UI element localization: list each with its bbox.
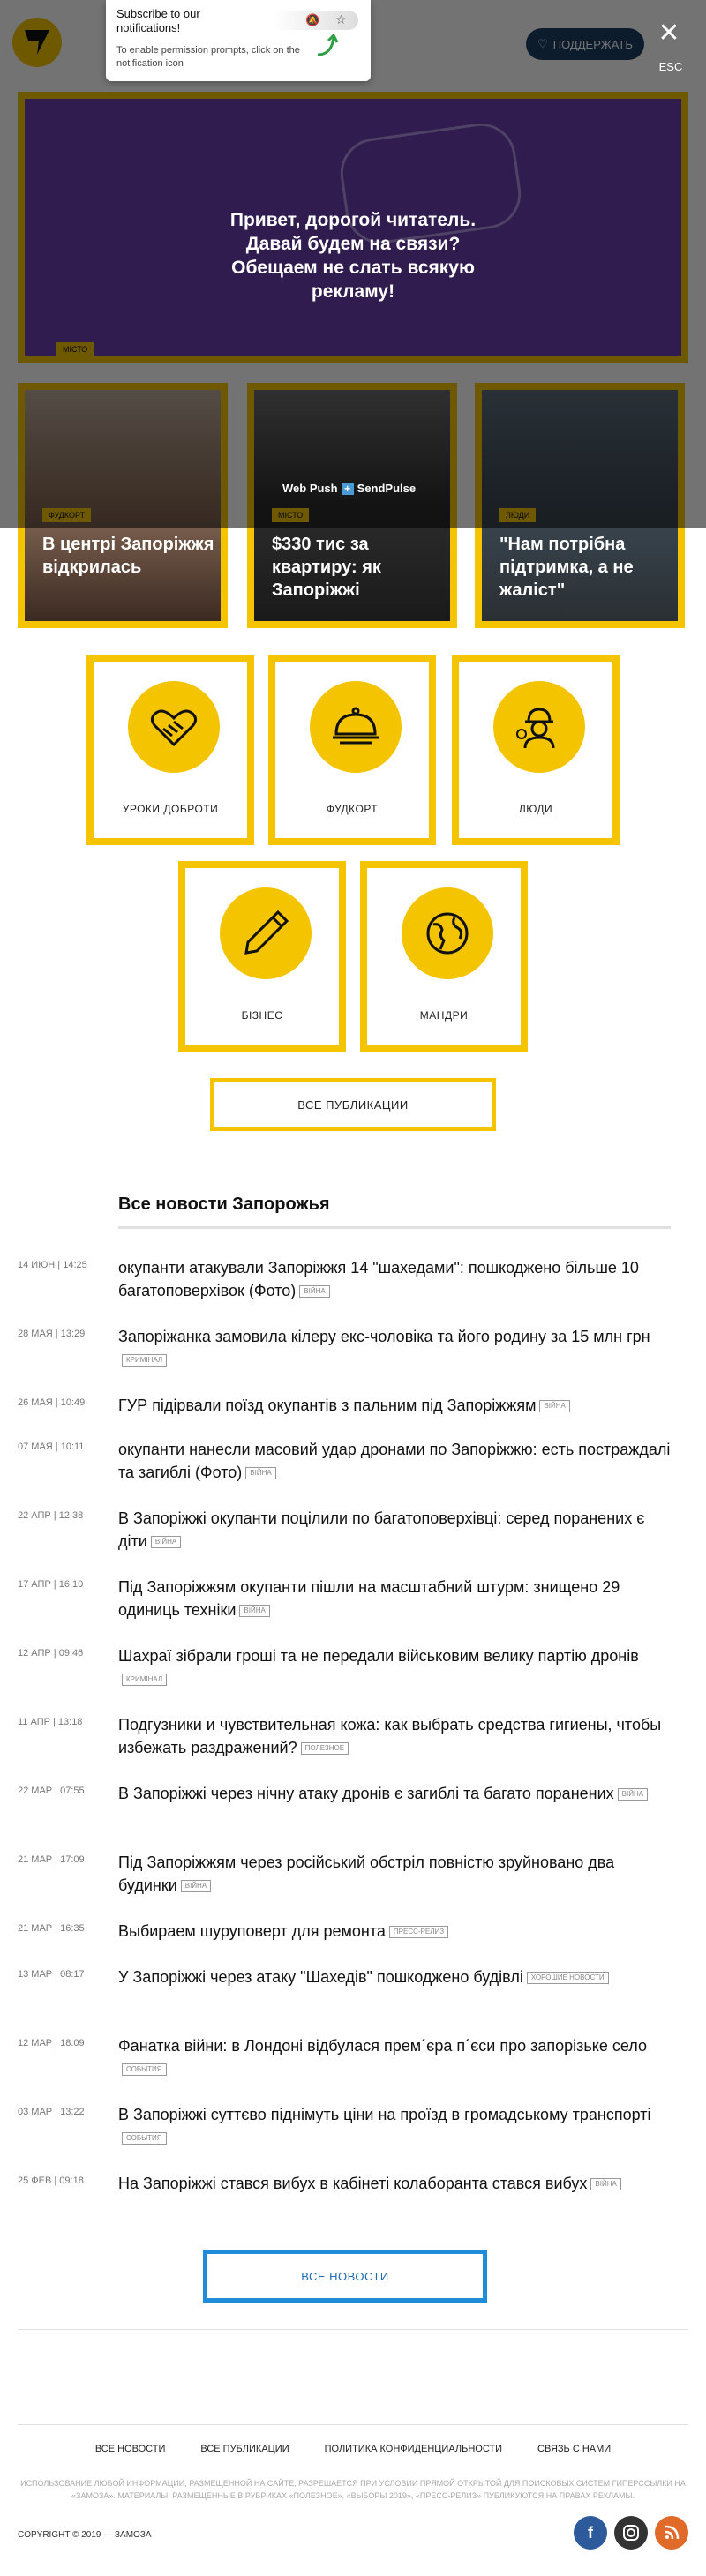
news-date: 03 МАР | 13:22 [18,2107,85,2117]
news-date: 22 АПР | 12:38 [18,1510,84,1521]
news-link[interactable] [118,2172,674,2195]
category-label: УРОКИ ДОБРОТИ [122,803,219,815]
news-link[interactable] [118,1438,674,1484]
news-row[interactable] [0,2034,706,2087]
news-date: 22 МАР | 07:55 [18,1786,85,1796]
news-row[interactable] [0,1507,706,1560]
news-link[interactable] [118,2103,674,2149]
category-tile[interactable] [178,861,346,1052]
news-row[interactable] [0,1256,706,1309]
facebook-icon[interactable]: f [574,2516,607,2550]
news-link[interactable] [118,1851,674,1897]
news-link[interactable] [118,1713,674,1759]
close-icon[interactable]: ✕ [657,19,680,48]
news-date: 07 МАЯ | 10:11 [18,1442,85,1452]
news-category[interactable]: ПОЛЕЗНОЕ [301,1742,349,1755]
divider [18,2329,688,2330]
webpush-branding [282,482,416,495]
news-title[interactable]: окупанти атакували Запоріжжя 14 "шахедами": пошкоджено більше 10 багатоповерхівок (Фото) [118,1259,639,1299]
news-date: 25 ФЕВ | 09:18 [18,2175,84,2186]
news-link[interactable] [118,1507,674,1553]
pen-icon [220,887,312,979]
footer-link[interactable]: ВСЕ ПУБЛИКАЦИИ [200,2444,289,2454]
news-title[interactable]: Выбираем шуруповерт для ремонта [118,1922,386,1940]
footer-disclaimer: ИСПОЛЬЗОВАНИЕ ЛЮБОЙ ИНФОРМАЦИИ, РАЗМЕЩЕННОЙ НА САЙТЕ, РАЗРЕШАЕТСЯ ПРИ УСЛОВИИ ПРЯМОЙ ОТКРЫТОЙ ДЛЯ ПОИСКОВЫХ СИСТЕМ ГИПЕРССЫЛКИ НА «ЗАМОЗА». МАТЕРИАЛЫ, РАЗМЕЩЕННЫЕ В РУБРИКАХ «ПОЛЕЗНОЕ», «ВЫБОРЫ 2019», «ПРЕСС-РЕЛИЗ» ПУБЛИКУЮТСЯ НА ПРАВАХ РЕКЛАМЫ. [20,2479,686,2500]
cloche-icon [310,681,402,773]
notification-description: To enable permission prompts, click on the notification icon [116,45,300,69]
rss-icon[interactable] [655,2516,688,2550]
news-category[interactable]: ВІЙНА [151,1536,181,1548]
news-category[interactable]: ПРЕСС-РЕЛИЗ [389,1926,448,1938]
sendpulse-label: SendPulse [357,482,417,495]
category-label: МАНДРИ [419,1009,469,1022]
news-link[interactable] [118,1920,674,1943]
category-label: БІЗНЕС [241,1009,283,1022]
news-row[interactable] [0,1576,706,1629]
news-title[interactable]: окупанти нанесли масовий удар дронами по Запоріжжю: есть постраждалі та загиблі (Фото) [118,1441,671,1481]
category-tile[interactable] [86,655,254,845]
news-row[interactable] [0,1782,706,1835]
news-date: 12 АПР | 09:46 [18,1648,84,1659]
news-row[interactable] [0,1713,706,1766]
news-category[interactable]: ВІЙНА [245,1467,275,1479]
footer-nav [0,2444,706,2454]
news-title[interactable]: У Запоріжжі через атаку "Шахедів" пошкоджено будівлі [118,1968,523,1986]
news-row[interactable] [0,1325,706,1378]
news-category[interactable]: ВІЙНА [590,2178,620,2190]
category-tile[interactable] [268,655,436,845]
news-category[interactable]: ХОРОШИЕ НОВОСТИ [527,1972,609,1984]
news-date: 12 МАР | 18:09 [18,2038,85,2048]
news-link[interactable] [118,1782,674,1805]
news-title[interactable]: В Запоріжжі окупанти поцілили по багатоповерхівці: серед поранених є діти [118,1509,645,1550]
notification-prompt [106,0,371,81]
news-date: 21 МАР | 16:35 [18,1923,85,1934]
instagram-icon[interactable] [614,2516,648,2550]
news-link[interactable] [118,1394,674,1417]
news-title[interactable]: На Запоріжжі стався вибух в кабінеті колаборанта стався вибух [118,2175,588,2192]
plus-icon: + [342,483,354,495]
news-row[interactable] [0,1920,706,1973]
webpush-label: Web Push [282,482,338,495]
news-title[interactable]: В Запоріжжі суттєво піднімуть ціни на проїзд в громадському транспорті [118,2106,651,2123]
news-title[interactable]: Запоріжанка замовила кілеру екс-чоловіка та його родину за 15 млн грн [118,1328,650,1345]
news-date: 26 МАЯ | 10:49 [18,1397,86,1408]
card-title[interactable]: "Нам потрібна підтримка, а не жаліст" [499,535,634,600]
news-category[interactable]: ВІЙНА [239,1605,269,1617]
news-category[interactable]: ВІЙНА [181,1880,211,1892]
news-date: 17 АПР | 16:10 [18,1579,84,1590]
news-link[interactable] [118,2034,674,2080]
news-link[interactable] [118,1576,674,1621]
category-label: ЛЮДИ [518,803,553,815]
news-date: 11 АПР | 13:18 [18,1717,83,1727]
news-date: 13 МАР | 08:17 [18,1969,85,1980]
news-link[interactable] [118,1644,674,1690]
news-category[interactable]: ВІЙНА [618,1788,648,1801]
news-category[interactable]: КРИМІНАЛ [122,1674,167,1686]
divider [18,2424,688,2425]
handshake-heart-icon [128,681,220,773]
news-link[interactable] [118,1256,674,1302]
esc-label: ESC [658,60,683,73]
footer-link[interactable]: СВЯЗЬ С НАМИ [537,2444,612,2454]
news-category[interactable]: ВІЙНА [299,1285,329,1298]
category-label: ФУДКОРТ [326,803,379,815]
copyright: COPYRIGHT © 2019 — ЗАМОЗА [18,2530,152,2540]
news-category[interactable]: СОБЫТИЯ [122,2063,167,2076]
card-title[interactable]: $330 тис за квартиру: як Запоріжжі [272,535,381,600]
news-category[interactable]: КРИМІНАЛ [122,1354,167,1367]
news-row[interactable] [0,2103,706,2156]
all-publications-button[interactable]: ВСЕ ПУБЛИКАЦИИ [210,1078,496,1131]
footer-link[interactable]: ПОЛИТИКА КОНФИДЕНЦИАЛЬНОСТИ [324,2444,503,2454]
footer-link[interactable]: ВСЕ НОВОСТИ [94,2444,166,2454]
news-title[interactable]: В Запоріжжі через нічну атаку дронів є загиблі та багато поранених [118,1785,614,1802]
news-title[interactable]: Під Запоріжжям окупанти пішли на масштабний штурм: знищено 29 одиниць техніки [118,1578,620,1619]
news-row[interactable] [0,2172,706,2225]
arrow-icon [314,32,341,58]
news-row[interactable] [0,1644,706,1697]
news-link[interactable] [118,1325,674,1371]
news-row[interactable] [0,1438,706,1491]
news-date: 28 МАЯ | 13:29 [18,1329,86,1339]
news-title[interactable]: Подгузники и чувствительная кожа: как выбрать средства гигиены, чтобы избежать раздражений? [118,1716,662,1756]
star-icon[interactable]: ☆ [335,12,347,26]
globe-icon [402,887,493,979]
overlay-message: Привет, дорогой читатель. Давай будем на связи? Обещаем не слать всякую рекламу! [229,210,477,302]
news-category[interactable]: СОБЫТИЯ [122,2132,167,2145]
notification-title: Subscribe to our notifications! [116,7,200,34]
all-news-button[interactable]: ВСЕ НОВОСТИ [203,2250,487,2303]
category-tile[interactable] [360,861,528,1052]
news-row[interactable] [0,1851,706,1904]
news-title[interactable]: Фанатка війни: в Лондоні відбулася прем´єра п´єси про запорізьке село [118,2037,647,2055]
news-title[interactable]: Шахраї зібрали гроші та не передали військовим велику партію дронів [118,1647,639,1665]
news-heading: Все новости Запорожья [118,1194,330,1214]
news-row[interactable] [0,1966,706,2018]
news-date: 14 ИЮН | 14:25 [18,1260,87,1270]
news-title[interactable]: Під Запоріжжям через російський обстріл повністю зруйновано два будинки [118,1853,615,1894]
card-title[interactable]: В центрі Запоріжжя відкрилась [42,535,214,577]
worker-icon [493,681,585,773]
category-tile[interactable] [452,655,620,845]
bell-muted-icon[interactable]: 🔕 [305,13,320,26]
news-date: 21 МАР | 17:09 [18,1854,85,1865]
news-link[interactable] [118,1966,674,1988]
news-category[interactable]: ВІЙНА [539,1400,569,1412]
divider [118,1226,671,1229]
news-title[interactable]: ГУР підірвали поїзд окупантів з пальним під Запоріжжям [118,1397,537,1414]
